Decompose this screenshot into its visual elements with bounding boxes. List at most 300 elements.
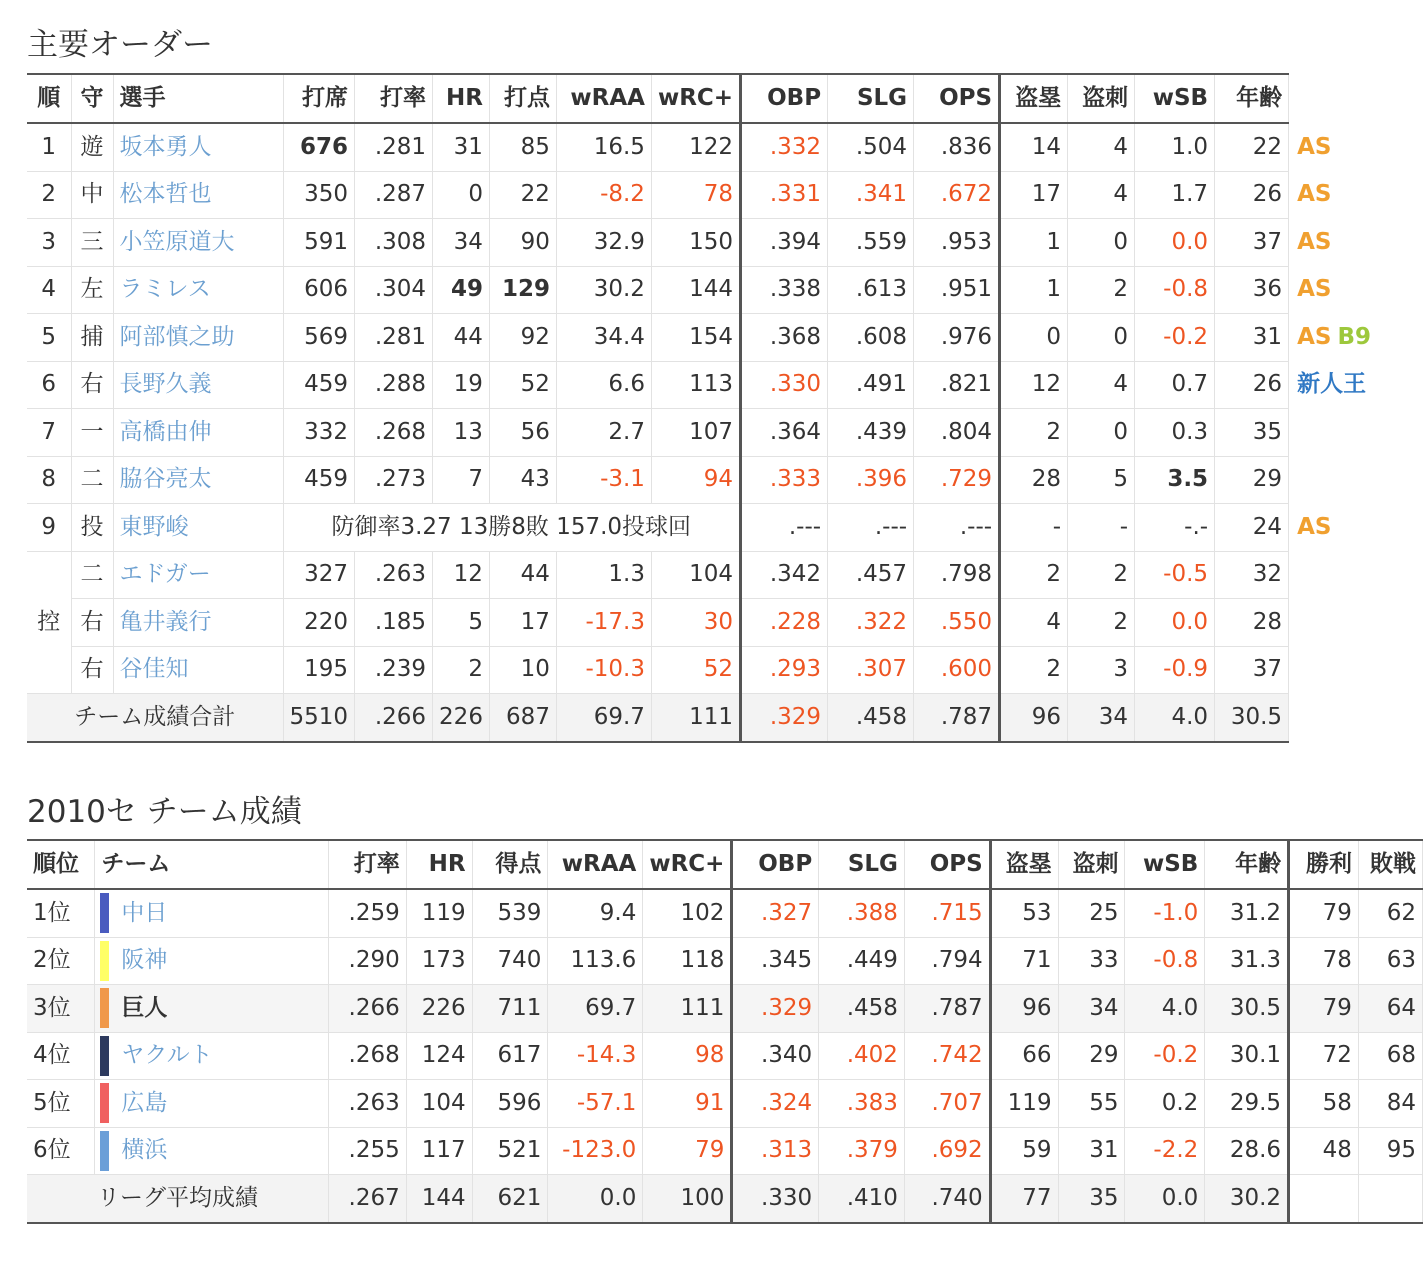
average-avg: .267	[328, 1175, 406, 1223]
stat-avg: .290	[328, 937, 406, 985]
award-badges	[1289, 456, 1419, 504]
position: 捕	[71, 314, 113, 362]
table-row	[27, 219, 1419, 267]
position: 投	[71, 504, 113, 552]
stat-hr: 124	[406, 1032, 472, 1080]
award-badge: AS	[1297, 513, 1332, 540]
stat-wsb: 1.7	[1135, 171, 1215, 219]
order-number: 5	[27, 314, 71, 362]
award-header-spacer	[1289, 74, 1419, 123]
stat-ops: .787	[904, 985, 990, 1033]
stat-hr: 104	[406, 1080, 472, 1128]
header-cell[interactable]: 得点	[472, 840, 548, 889]
stat-obp: .324	[732, 1080, 819, 1128]
stat-sb: 12	[1000, 361, 1068, 409]
player-name-link[interactable]: 脇谷亮太	[113, 456, 283, 504]
stat-hr: 13	[433, 409, 490, 457]
player-name-link[interactable]: 松本哲也	[113, 171, 283, 219]
header-cell[interactable]: 盗刺	[1068, 74, 1135, 123]
header-cell[interactable]: 守	[71, 74, 113, 123]
rank: 2位	[27, 937, 95, 985]
stat-slg: .379	[819, 1127, 905, 1175]
stat-hr: 226	[406, 985, 472, 1033]
header-cell[interactable]: OBP	[732, 840, 819, 889]
stat-l: 95	[1358, 1127, 1422, 1175]
stat-pa: 459	[283, 456, 355, 504]
team-name-link: 巨人	[121, 994, 168, 1021]
stat-avg: .273	[355, 456, 433, 504]
team-name-link[interactable]: 中日	[121, 899, 168, 926]
stat-wrc: 144	[651, 266, 740, 314]
stat-obp: .329	[732, 985, 819, 1033]
stat-pa: 327	[283, 551, 355, 599]
stat-obp: .331	[741, 171, 828, 219]
stat-age: 37	[1215, 219, 1289, 267]
team-color-bar	[100, 1036, 109, 1076]
stat-pa: 195	[283, 646, 355, 694]
stat-pa: 220	[283, 599, 355, 647]
player-name-link[interactable]: 小笠原道大	[113, 219, 283, 267]
stat-avg: .304	[355, 266, 433, 314]
stat-sb: 119	[990, 1080, 1058, 1128]
stat-w: 79	[1289, 889, 1359, 937]
player-name-link[interactable]: エドガー	[113, 551, 283, 599]
stat-wrc: 107	[651, 409, 740, 457]
stat-pa: 676	[283, 123, 355, 171]
order-number: 1	[27, 123, 71, 171]
average-cs: 35	[1058, 1175, 1125, 1223]
stat-wrc: 94	[651, 456, 740, 504]
stat-obp: .313	[732, 1127, 819, 1175]
rank: 6位	[27, 1127, 95, 1175]
stat-sb: 66	[990, 1032, 1058, 1080]
stat-pa: 569	[283, 314, 355, 362]
stat-slg: .504	[828, 123, 914, 171]
award-badges	[1289, 599, 1419, 647]
player-name-link[interactable]: 長野久義	[113, 361, 283, 409]
stat-slg: .388	[819, 889, 905, 937]
stat-obp: .340	[732, 1032, 819, 1080]
average-slg: .410	[819, 1175, 905, 1223]
header-cell[interactable]: OBP	[741, 74, 828, 123]
stat-slg: .608	[828, 314, 914, 362]
stat-ops: .672	[914, 171, 1000, 219]
stat-slg: .322	[828, 599, 914, 647]
header-cell[interactable]: wRAA	[548, 840, 643, 889]
total-sb: 96	[1000, 694, 1068, 742]
stat-obp: .333	[741, 456, 828, 504]
player-name-link[interactable]: 坂本勇人	[113, 123, 283, 171]
header-cell[interactable]: 盗塁	[1000, 74, 1068, 123]
stat-slg: .396	[828, 456, 914, 504]
table-row	[27, 599, 1419, 647]
header-cell[interactable]: HR	[406, 840, 472, 889]
stat-hr: 19	[433, 361, 490, 409]
stat-cs: 0	[1068, 314, 1135, 362]
header-cell[interactable]: SLG	[828, 74, 914, 123]
stat-slg: .559	[828, 219, 914, 267]
player-name-link[interactable]: 阿部慎之助	[113, 314, 283, 362]
stat-rbi: 90	[489, 219, 556, 267]
table-row	[27, 937, 1423, 985]
total-wraa: 69.7	[556, 694, 651, 742]
stat-sb: 2	[1000, 646, 1068, 694]
stat-ops: .976	[914, 314, 1000, 362]
stat-wsb: 0.0	[1135, 219, 1215, 267]
stat-cs: 31	[1058, 1127, 1125, 1175]
stat-wraa: -3.1	[556, 456, 651, 504]
team-color-bar	[100, 1131, 109, 1171]
stat-cs: 0	[1068, 219, 1135, 267]
stat-sb: 14	[1000, 123, 1068, 171]
header-cell[interactable]: wRC+	[651, 74, 740, 123]
position: 右	[71, 646, 113, 694]
stat-l: 63	[1358, 937, 1422, 985]
stat-wsb: -0.5	[1135, 551, 1215, 599]
header-cell[interactable]: チーム	[95, 840, 329, 889]
stat-rbi: 92	[489, 314, 556, 362]
stat-hr: 31	[433, 123, 490, 171]
stat-wrc: 150	[651, 219, 740, 267]
team-color-bar	[100, 941, 109, 981]
player-name-link[interactable]: ラミレス	[113, 266, 283, 314]
stat-cs: 2	[1068, 551, 1135, 599]
header-cell[interactable]: SLG	[819, 840, 905, 889]
average-wrc: 100	[643, 1175, 732, 1223]
stat-ops: .794	[904, 937, 990, 985]
award-badge: AS	[1297, 323, 1332, 350]
stat-ops: .600	[914, 646, 1000, 694]
stat-w: 78	[1289, 937, 1359, 985]
stat-wsb: 0.3	[1135, 409, 1215, 457]
stat-cs: 2	[1068, 266, 1135, 314]
total-obp: .329	[741, 694, 828, 742]
stat-wrc: 154	[651, 314, 740, 362]
header-cell[interactable]: wSB	[1125, 840, 1205, 889]
stat-obp: .330	[741, 361, 828, 409]
stat-l: 68	[1358, 1032, 1422, 1080]
table-row	[27, 889, 1423, 937]
total-wrc: 111	[651, 694, 740, 742]
stat-wrc: 118	[643, 937, 732, 985]
table-row	[27, 504, 1419, 552]
table-row	[27, 123, 1419, 171]
stat-avg: .268	[328, 1032, 406, 1080]
header-cell[interactable]: 盗刺	[1058, 840, 1125, 889]
header-cell[interactable]: 打席	[283, 74, 355, 123]
total-hr: 226	[433, 694, 490, 742]
total-wsb: 4.0	[1135, 694, 1215, 742]
average-wraa: 0.0	[548, 1175, 643, 1223]
stat-wraa: -123.0	[548, 1127, 643, 1175]
stat-slg: .439	[828, 409, 914, 457]
header-cell[interactable]: 順位	[27, 840, 95, 889]
stat-wraa: -10.3	[556, 646, 651, 694]
team-cell	[95, 937, 329, 985]
league-table	[27, 839, 1423, 1224]
player-name-link[interactable]: 東野峻	[113, 504, 283, 552]
table-row	[27, 646, 1419, 694]
stat-slg: .613	[828, 266, 914, 314]
average-hr: 144	[406, 1175, 472, 1223]
table-row	[27, 314, 1419, 362]
stat-wsb: -0.2	[1135, 314, 1215, 362]
stat-wsb: 0.2	[1125, 1080, 1205, 1128]
stat-wraa: 34.4	[556, 314, 651, 362]
stat-avg: .308	[355, 219, 433, 267]
stat-age: 30.5	[1205, 985, 1289, 1033]
stat-obp: .327	[732, 889, 819, 937]
stat-slg: .449	[819, 937, 905, 985]
stat-pa: 350	[283, 171, 355, 219]
stat-age: 36	[1215, 266, 1289, 314]
stat-hr: 44	[433, 314, 490, 362]
order-header-row	[27, 74, 1419, 123]
stat-cs: 4	[1068, 171, 1135, 219]
header-cell[interactable]: 勝利	[1289, 840, 1359, 889]
team-name-link[interactable]: 横浜	[121, 1137, 168, 1164]
stat-sb: 96	[990, 985, 1058, 1033]
stat-hr: 49	[433, 266, 490, 314]
stat-age: 31	[1215, 314, 1289, 362]
stat-rbi: 52	[489, 361, 556, 409]
total-pa: 5510	[283, 694, 355, 742]
stat-cs: 34	[1058, 985, 1125, 1033]
stat-hr: 0	[433, 171, 490, 219]
header-cell[interactable]: HR	[433, 74, 490, 123]
header-cell[interactable]: 年齢	[1205, 840, 1289, 889]
header-cell[interactable]: wRC+	[643, 840, 732, 889]
header-cell[interactable]: 打率	[328, 840, 406, 889]
average-wsb: 0.0	[1125, 1175, 1205, 1223]
stat-wraa: 9.4	[548, 889, 643, 937]
header-cell[interactable]: 敗戦	[1358, 840, 1422, 889]
header-cell[interactable]: wRAA	[556, 74, 651, 123]
award-badges	[1289, 219, 1419, 267]
stat-wraa: 6.6	[556, 361, 651, 409]
header-cell[interactable]: 打点	[489, 74, 556, 123]
stat-avg: .263	[328, 1080, 406, 1128]
average-sb: 77	[990, 1175, 1058, 1223]
stat-ops: .742	[904, 1032, 990, 1080]
stat-sb: 71	[990, 937, 1058, 985]
table-row	[27, 985, 1423, 1033]
stat-pa: 332	[283, 409, 355, 457]
order-number: 3	[27, 219, 71, 267]
stat-w: 79	[1289, 985, 1359, 1033]
stat-age: 29.5	[1205, 1080, 1289, 1128]
team-name-link[interactable]: 広島	[121, 1089, 168, 1116]
stat-wsb: 0.7	[1135, 361, 1215, 409]
stat-wrc: 52	[651, 646, 740, 694]
stat-age: 26	[1215, 171, 1289, 219]
stat-pa: 606	[283, 266, 355, 314]
stat-ops: .953	[914, 219, 1000, 267]
average-label: リーグ平均成績	[27, 1175, 328, 1223]
award-badges	[1289, 409, 1419, 457]
stat-wraa: 113.6	[548, 937, 643, 985]
stat-runs: 596	[472, 1080, 548, 1128]
header-cell[interactable]: wSB	[1135, 74, 1215, 123]
league-average-row	[27, 1175, 1423, 1223]
header-cell[interactable]: OPS	[904, 840, 990, 889]
stat-runs: 711	[472, 985, 548, 1033]
stat-cs: 3	[1068, 646, 1135, 694]
stat-wrc: 102	[643, 889, 732, 937]
stat-wsb: 3.5	[1135, 456, 1215, 504]
stat-cs: 4	[1068, 123, 1135, 171]
pitcher-stats: 防御率3.27 13勝8敗 157.0投球回	[283, 504, 741, 552]
stat-obp: .345	[732, 937, 819, 985]
stat-sb: 28	[1000, 456, 1068, 504]
total-rbi: 687	[489, 694, 556, 742]
header-cell[interactable]: 年齢	[1215, 74, 1289, 123]
award-badge: B9	[1337, 323, 1371, 350]
stat-wrc: 78	[651, 171, 740, 219]
stat-hr: 5	[433, 599, 490, 647]
team-color-bar	[100, 988, 109, 1028]
stat-avg: .239	[355, 646, 433, 694]
team-name-link[interactable]: ヤクルト	[121, 1042, 213, 1069]
stat-wrc: 30	[651, 599, 740, 647]
stat-ops: .836	[914, 123, 1000, 171]
award-badges	[1289, 123, 1419, 171]
stat-avg: .287	[355, 171, 433, 219]
rank: 3位	[27, 985, 95, 1033]
stat-w: 58	[1289, 1080, 1359, 1128]
order-number: 8	[27, 456, 71, 504]
player-name-link[interactable]: 高橋由伸	[113, 409, 283, 457]
stat-wsb: 0.0	[1135, 599, 1215, 647]
stat-avg: .185	[355, 599, 433, 647]
average-runs: 621	[472, 1175, 548, 1223]
stat-rbi: 10	[489, 646, 556, 694]
position: 右	[71, 361, 113, 409]
stat-wrc: 111	[643, 985, 732, 1033]
order-number: 6	[27, 361, 71, 409]
award-badge: AS	[1297, 276, 1332, 303]
award-badge: 新人王	[1297, 371, 1367, 398]
rank: 1位	[27, 889, 95, 937]
stat-rbi: 22	[489, 171, 556, 219]
position: 左	[71, 266, 113, 314]
stat-slg: .341	[828, 171, 914, 219]
stat-wrc: 104	[651, 551, 740, 599]
stat-wraa: -57.1	[548, 1080, 643, 1128]
stat-l: 84	[1358, 1080, 1422, 1128]
stat-runs: 617	[472, 1032, 548, 1080]
stat-obp: .---	[741, 504, 828, 552]
rank: 5位	[27, 1080, 95, 1128]
stat-obp: .332	[741, 123, 828, 171]
stat-wrc: 122	[651, 123, 740, 171]
stat-l: 62	[1358, 889, 1422, 937]
position: 遊	[71, 123, 113, 171]
stat-wraa: 1.3	[556, 551, 651, 599]
header-cell[interactable]: 順	[27, 74, 71, 123]
header-cell[interactable]: 打率	[355, 74, 433, 123]
stat-age: 28	[1215, 599, 1289, 647]
stat-obp: .338	[741, 266, 828, 314]
stat-sb: 0	[1000, 314, 1068, 362]
stat-pa: 459	[283, 361, 355, 409]
stat-wraa: 30.2	[556, 266, 651, 314]
stat-cs: 0	[1068, 409, 1135, 457]
stat-wsb: -1.0	[1125, 889, 1205, 937]
bench-label: 控	[27, 551, 71, 694]
stat-hr: 12	[433, 551, 490, 599]
team-cell	[95, 1080, 329, 1128]
team-name-link[interactable]: 阪神	[121, 947, 168, 974]
stat-wsb: 1.0	[1135, 123, 1215, 171]
stat-wsb: 4.0	[1125, 985, 1205, 1033]
stat-runs: 521	[472, 1127, 548, 1175]
stat-sb: 53	[990, 889, 1058, 937]
stat-obp: .394	[741, 219, 828, 267]
stat-rbi: 129	[489, 266, 556, 314]
stat-slg: .458	[819, 985, 905, 1033]
stat-rbi: 17	[489, 599, 556, 647]
stat-age: 24	[1215, 504, 1289, 552]
team-cell	[95, 985, 329, 1033]
stat-w: 72	[1289, 1032, 1359, 1080]
stat-wraa: 69.7	[548, 985, 643, 1033]
stat-wsb: -0.8	[1135, 266, 1215, 314]
order-number: 9	[27, 504, 71, 552]
award-badges	[1289, 266, 1419, 314]
stat-cs: 25	[1058, 889, 1125, 937]
stat-hr: 7	[433, 456, 490, 504]
stat-rbi: 56	[489, 409, 556, 457]
stat-obp: .368	[741, 314, 828, 362]
stat-cs: 55	[1058, 1080, 1125, 1128]
stat-avg: .268	[355, 409, 433, 457]
stat-ops: .951	[914, 266, 1000, 314]
stat-avg: .263	[355, 551, 433, 599]
stat-age: 31.2	[1205, 889, 1289, 937]
total-slg: .458	[828, 694, 914, 742]
stat-obp: .228	[741, 599, 828, 647]
stat-age: 28.6	[1205, 1127, 1289, 1175]
table-row	[27, 456, 1419, 504]
stat-ops: .550	[914, 599, 1000, 647]
stat-hr: 119	[406, 889, 472, 937]
position: 右	[71, 599, 113, 647]
header-cell[interactable]: OPS	[914, 74, 1000, 123]
stat-rbi: 85	[489, 123, 556, 171]
stat-avg: .288	[355, 361, 433, 409]
stat-wraa: 16.5	[556, 123, 651, 171]
table-row	[27, 1032, 1423, 1080]
header-cell[interactable]: 盗塁	[990, 840, 1058, 889]
stat-avg: .259	[328, 889, 406, 937]
team-cell	[95, 889, 329, 937]
team-color-bar	[100, 893, 109, 933]
player-name-link[interactable]: 亀井義行	[113, 599, 283, 647]
stat-avg: .266	[328, 985, 406, 1033]
award-badge: AS	[1297, 228, 1332, 255]
stat-cs: 5	[1068, 456, 1135, 504]
header-cell[interactable]: 選手	[113, 74, 283, 123]
award-badges	[1289, 171, 1419, 219]
stat-age: 29	[1215, 456, 1289, 504]
stat-slg: .---	[828, 504, 914, 552]
stat-wrc: 98	[643, 1032, 732, 1080]
stat-wrc: 91	[643, 1080, 732, 1128]
stat-obp: .364	[741, 409, 828, 457]
player-name-link[interactable]: 谷佳知	[113, 646, 283, 694]
position: 一	[71, 409, 113, 457]
